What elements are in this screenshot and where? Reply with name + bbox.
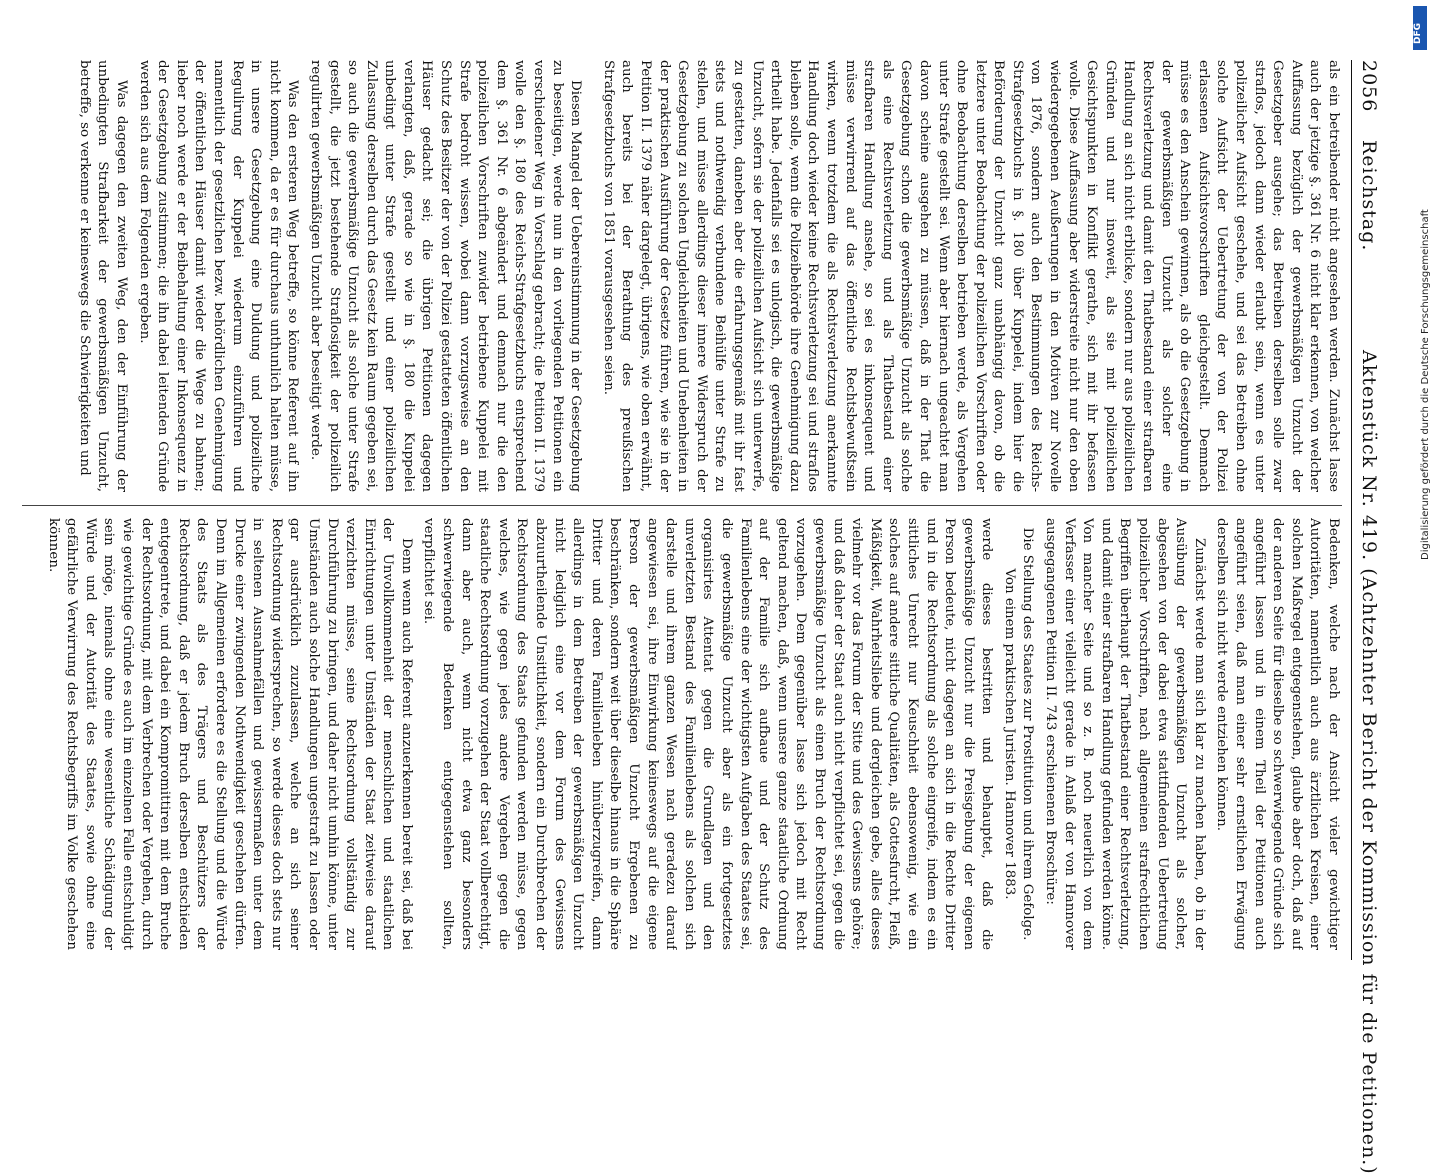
paragraph: Bedenken, welche nach der Ansicht vieler gewichtiger Autoritäten, namentlich auch aus ärztlichen Kreisen, einer solchen Maßregel entgegenstehen, glaube aber doch, daß auf der anderen Seite für dieselbe so schwerwiegende Gründe sich angeführt lassen und in einem Theil der Petitionen auch angeführt seien, daß man einer sehr ernstlichen Erwägung derselben sich nicht werde entziehen können. <box>1214 518 1341 950</box>
dfg-logo-text: DFG <box>1413 22 1423 44</box>
header-title: Aktenstück Nr. 419. (Achtzehnter Bericht der Kommission für die Petitionen.) <box>1358 350 1380 1175</box>
paragraph: Diesen Mangel der Uebereinstimmung in der Gesetzgebung zu beseitigen, werde nun in den vorliegenden Petitionen ein verschiedener Weg in Vorschlag gebracht; die Petition II. 1379 wolle den §. 180 des Reichs-Strafgesetzbuchs entsprechend dem §. 361 Nr. 6 abgeändert und demnach nur die den polizeilichen Vorschriften zuwider betriebene Kuppelei mit Strafe bedroht wissen, wobei dann vorzugsweise an den Schutz des Besitzer der von der Polizei gestatteten öffentlichen Häuser gedacht sei; die übrigen Petitionen dagegen verlangten, daß, gerade so wie in §. 180 die Kuppelei unbedingt unter Strafe gestellt und einer polizeilichen Zulassung derselben durch das Gesetz kein Raum gegeben sei, so auch die gewerbsmäßige Unzucht als solche unter Strafe gestellt, die jetzt bestehende Straflosigkeit der polizeilich regulirten gewerbsmäßigen Unzucht aber beseitigt werde. <box>307 60 584 492</box>
cited-title: Die Stellung des Staates zur Prostitution und ihrem Gefolge. Von einem praktischen Juristen. Hannover 1883. <box>1001 527 1036 941</box>
left-column <box>22 60 1342 492</box>
paragraph: Was dagegen den zweiten Weg, den der Einführung der unbedingten Strafbarkeit der gewerbsmäßigen Unzucht, betreffe, so verkenne er keineswegs die Schwierigkeiten und <box>76 60 129 492</box>
digitization-credit <box>1408 0 1432 1000</box>
page-header <box>1351 60 1382 1175</box>
paragraph: Denn wenn auch Referent anzuerkennen bereit sei, daß bei der Unvollkommenheit der menschlichen und staatlichen Einrichtungen unter Umständen der Staat zeitweise darauf verzichten müsse, seine Rechtsordnung vollständig zur Durchführung zu bringen, und daher nicht umhin könne, unter Umständen auch solche Handlungen ungestraft zu lassen oder gar ausdrücklich zuzulassen, welche an sich seiner Rechtsordnung widersprechen, so werde dieses doch stets nur in seltenen Ausnahmefällen und gewissermaßen unter dem Drucke einer zwingenden Nothwendigkeit geschehen dürfen. Denn im Allgemeinen erfordere es die Stellung und die Würde des Staats als des Trägers und Beschützers der Rechtsordnung, daß er jedem Bruch derselben entschieden entgegentrete, und dabei ein Kompromittiren mit dem Bruche der Rechtsordnung, mit dem Verbrechen oder Vergehen, durch wie gewichtige Gründe es auch im einzelnen Falle entschuldigt sein möge, niemals ohne eine wesentliche Schädigung der Würde und der Autorität des Staates, sowie ohne eine gefährliche Verwirrung des Rechtsbegriffs im Volke geschehen können. <box>45 518 414 950</box>
paragraph: werde dieses bestritten und behauptet, daß die gewerbsmäßige Unzucht nur die Preisgebung der eigenen Person bedeute, nicht dagegen an sich in die Rechte Dritter und in die Rechtsordnung als solche eingreife, indem es ein sittliches Unrecht nur Keuschheit ebensowenig, wie ein solches auf andere sittliche Qualitäten, als Gottesfurcht, Fleiß, Mäßigkeit, Wahrheitsliebe und dergleichen gebe, alles dieses vielmehr vor das Forum der Sitte und des Gewissens gehöre; und daß daher der Staat auch nicht verpflichtet sei, gegen die gewerbsmäßige Unzucht als einen Bruch der Rechtsordnung vorzugehen. Dem gegenüber lasse sich jedoch mit Recht geltend machen, daß, wenn unsere ganze staatliche Ordnung auf der Familie sich aufbaue und der Schutz des Familienlebens eine der wichtigsten Aufgaben des Staates sei, die gewerbsmäßige Unzucht aber als ein fortgesetztes organisirtes Attentat gegen die Grundlagen und den unverletzten Bestand des Familienlebens als solchen sich darstelle und ihrem ganzen Wesen nach geradezu darauf angewiesen sei, ihre Einwirkung keineswegs auf die eigene Person der gewerbsmäßigen Unzucht Ergebenen zu beschränken, sondern weit über dieselbe hinaus in die Sphäre Dritter und deren Familienleben hinüberzugreifen, dann allerdings in dem Betreiben der gewerbsmäßigen Unzucht nicht lediglich eine vor dem Forum des Gewissens abzuurtheilende Unsittlichkeit, sondern ein Durchbrechen der Rechtsordnung des Staats gefunden werden müsse, gegen welches, wie gegen jedes andere Vergehen gegen die staatliche Rechtsordnung vorzugehen der Staat vollberechtigt, dann aber auch, wenn nicht etwa ganz besonders schwerwiegende Bedenken entgegenstehen sollten, verpflichtet sei. <box>421 518 995 950</box>
page-number: 2056 <box>1358 60 1380 113</box>
paragraph: Was den ersteren Weg betreffe, so könne Referent auf ihn nicht kommen, da er es für durchaus unthunlich halten müsse, in unsere Gesetzgebung eine Duldung und polizeiliche Regulirung der Kuppelei wiederum einzuführen und namentlich der gesetzlichen bezw. behördlichen Genehmigung der öffentlichen Häuser damit wieder die Wege zu bahnen; lieber noch werde er der Beibehaltung einer Inkonsequenz in der Gesetzgebung zustimmen; die ihn dabei leitenden Gründe werden sich aus dem Folgenden ergeben. <box>136 60 301 492</box>
header-source: Reichstag. <box>1358 140 1380 252</box>
paragraph: als ein betreibender nicht angesehen werden. Zunächst lasse auch der jetzige §. 361 Nr. 6 nicht klar erkennen, von welcher Auffassung bezüglich der gewerbsmäßigen Unzucht der Gesetzgeber ausgehe; das Betreiben derselben solle zwar straflos, jedoch dann wieder erlaubt sein, wenn es unter polizeilicher Aufsicht geschehe, und sei das Betreiben ohne solche Aufsicht der Uebertretung der von der Polizei erlassenen Aufsichtsvorschriften gleichgestellt. Demnach müsse es den Anschein gewinnen, als ob die Gesetzgebung in der gewerbsmäßigen Unzucht als solcher eine Rechtsverletzung und damit den Thatbestand einer strafbaren Handlung an sich nicht erblicke, sondern nur aus polizeilichen Gründen und nur insoweit, als sie mit polizeilichen Gesichtspunkten in Konflikt gerathe, sich mit ihr befassen wolle. Diese Auffassung aber widerstreite nicht nur den oben wiedergegebenen Aeußerungen in den Motiven zur Novelle von 1876, sondern auch den Bestimmungen des Reichs-Strafgesetzbuchs in §. 180 über Kuppelei, indem hier die Beförderung der Unzucht ganz unabhängig davon, ob die letztere unter Beobachtung der polizeilichen Vorschriften oder ohne Beobachtung derselben betrieben werde, als Vergehen unter Strafe gestellt sei. Wenn aber hiernach ungeachtet man davon scheine ausgehen zu müssen, daß in der That die Gesetzgebung schon die gewerbsmäßige Unzucht als solche als eine Rechtsverletzung und als Thatbestand einer strafbaren Handlung ansehe, so sei es inkonsequent und müsse verwirrend auf das öffentliche Rechtsbewußtsein wirken, wenn trotzdem die als Rechtsverletzung anerkannte Handlung doch wieder keine Rechtsverletzung sei und straflos bleiben solle, wenn die Polizeibehörde ihre Genehmigung dazu ertheilt habe. Jedenfalls sei es unlogisch, die gewerbsmäßige Unzucht, sofern sie der polizeilichen Aufsicht sich unterwerfe, zu gestatten, daneben aber die erfahrungsgemäß mit ihr fast stets und nothwendig verbundene Beihülfe unter Strafe zu stellen, und müsse allerdings dieser innere Widerspruch der Gesetzgebung zu solchen Ungleichheiten und Unebenheiten in der praktischen Ausführung der Gesetze führen, wie sie in der Petition II. 1379 näher dargelegt, übrigens, wie oben erwähnt, auch bereits bei der Berathung des preußischen Strafgesetzbuchs von 1851 vorausgesehen seien. <box>600 60 1341 492</box>
credit-text: Digitalisierung gefördert durch die Deutsche Forschungsgemeinschaft <box>1420 209 1431 560</box>
column-divider <box>22 505 1342 506</box>
dfg-logo <box>1413 6 1427 50</box>
paragraph: Zunächst werde man sich klar zu machen haben, ob in der Ausübung der gewerbsmäßigen Unzucht als solcher, abgesehen von der dabei etwa stattfindenden Uebertretung polizeilicher Vorschriften, nach allgemeinen strafrechtlichen Begriffen überhaupt der Thatbestand einer Rechtsverletzung, und damit einer strafbaren Handlung gefunden werden könne. Von mancher Seite und so z. B. noch neuerlich von dem Verfasser einer vielleicht gerade in Anlaß der von Hannover ausgegangenen Petition II. 743 erschienenen Broschüre: <box>1043 518 1207 950</box>
right-column <box>22 518 1342 950</box>
